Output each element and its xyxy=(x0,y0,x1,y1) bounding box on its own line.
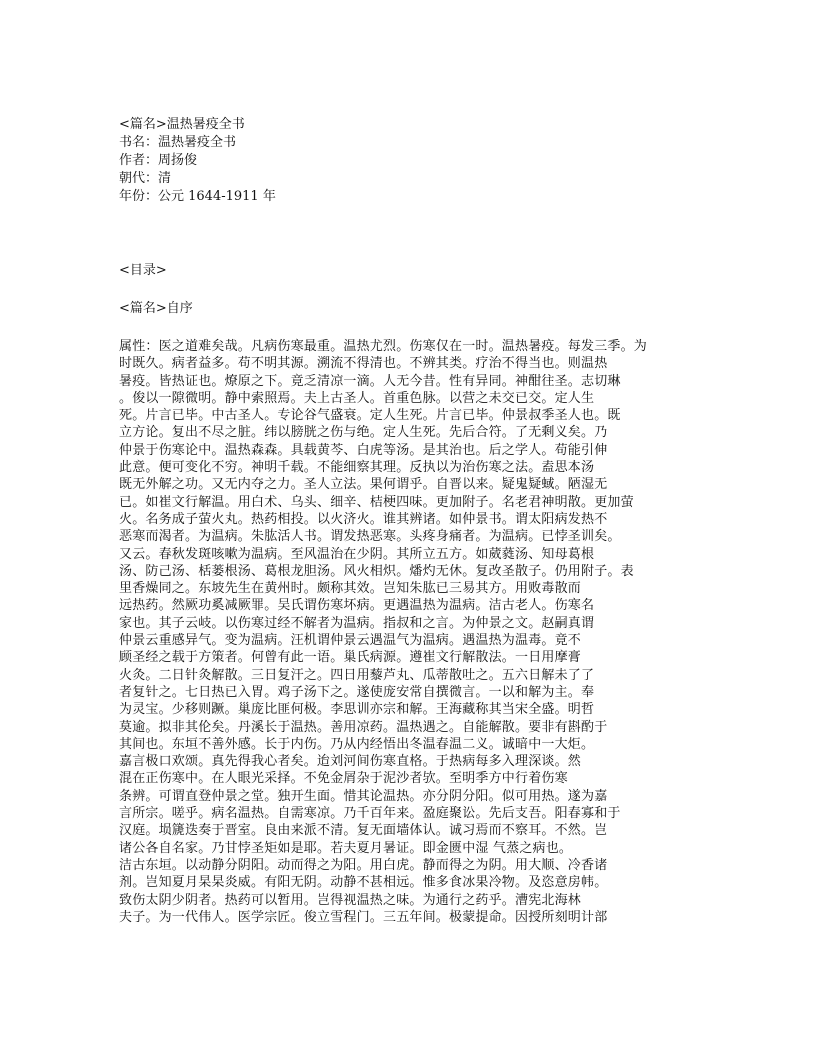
spacer xyxy=(119,318,689,338)
text-line: 火灸。二日针灸解散。三日复汗之。四日用藜芦丸、瓜蒂散吐之。五六日解未了了 xyxy=(119,667,595,683)
text-line: 诸公各自名家。乃甘悖圣矩如是耶。若夫夏月暑证。即金匮中湿 气蒸之病也。 xyxy=(119,840,573,856)
text-line: 夫子。为一代伟人。医学宗匠。俊立雪程门。三五年间。极蒙提命。因授所刻明计部 xyxy=(119,909,608,925)
spacer xyxy=(119,280,689,300)
text-line: 仲景云重感异气。变为温病。汪机谓仲景云遇温气为温病。遇温热为温毒。竟不 xyxy=(119,633,582,649)
text-line: 时既久。病者益多。苟不明其源。溯流不得清也。不辨其类。疗治不得当也。则温热 xyxy=(119,356,608,372)
text-line: 恶寒而渴者。为温病。朱肱活人书。谓发热恶寒。头疼身痛者。为温病。已悖圣训矣。 xyxy=(119,529,621,545)
text-line: 汉庭。埙篪迭奏于晋室。良由来派不清。复无面墙体认。诚习焉而不察耳。不然。岂 xyxy=(119,823,608,839)
text-line: 为灵宝。少移则蹶。巢庞比匪何极。李思训亦宗和解。王海藏称其当宋全盛。明哲 xyxy=(119,702,595,718)
years: 年份：公元 1644-1911 年 xyxy=(119,189,276,204)
book-name: 书名：温热暑疫全书 xyxy=(119,135,237,150)
text-line: 顾圣经之载于方策者。何曾有此一语。巢氏病源。遵崔文行解散法。一日用摩膏 xyxy=(119,650,582,666)
document-page xyxy=(119,116,689,926)
text-line: 立方论。复出不尽之脏。纬以膀胱之伤与绝。定人生死。先后合符。了无剩义矣。乃 xyxy=(119,425,608,441)
preface-body xyxy=(119,338,689,926)
text-line: 汤、防己汤、栝蒌根汤、葛根龙胆汤。风火相炽。燔灼无休。复改圣散子。仍用附子。表 xyxy=(119,563,634,579)
section-title: <篇名>自序 xyxy=(119,301,193,316)
text-line: 洁古东垣。以动静分阴阳。动而得之为阳。用白虎。静而得之为阴。用大顺、冷香诸 xyxy=(119,857,608,873)
text-line: 既无外解之功。又无内夺之力。圣人立法。果何谓乎。自晋以来。疑鬼疑蜮。陋湿无 xyxy=(119,477,608,493)
text-line: 已。如崔文行解温。用白术、乌头、细辛、桔梗四味。更加附子。名老君神明散。更加萤 xyxy=(119,494,634,510)
text-line: 又云。春秋发斑咳嗽为温病。至风温治在少阴。其所立五方。如葳蕤汤、知母葛根 xyxy=(119,546,595,562)
text-line: 属性：医之道难矣哉。凡病伤寒最重。温热尤烈。伤寒仅在一时。温热暑疫。每发三季。为 xyxy=(119,339,648,354)
text-line: 此意。便可变化不穷。神明千载。不能细察其理。反执以为治伤寒之法。盍思本汤 xyxy=(119,460,595,476)
text-line: 言所宗。嗟乎。病名温热。自需寒凉。乃千百年来。盈庭聚讼。先后支吾。阳春寡和于 xyxy=(119,806,621,822)
text-line: 死。片言已毕。中古圣人。专论谷气盛衰。定人生死。片言已毕。仲景叔季圣人也。既 xyxy=(119,408,621,424)
text-line: 其间也。东垣不善外感。长于内伤。乃从内经悟出冬温春温二义。诚暗中一大炬。 xyxy=(119,736,595,752)
author: 作者：周扬俊 xyxy=(119,153,198,168)
text-line: 仲景于伤寒论中。温热森森。具载黄芩、白虎等汤。是其治也。后之学人。苟能引伸 xyxy=(119,442,608,458)
text-line: 火。名务成子萤火丸。热药相投。以火济火。谁其辨诸。如仲景书。谓太阳病发热不 xyxy=(119,511,608,527)
text-line: 混在正伤寒中。在人眼光采择。不免金屑杂于泥沙者欤。至明季方中行着伤寒 xyxy=(119,771,568,787)
doc-title-line: <篇名>温热暑疫全书 xyxy=(119,117,245,132)
text-line: 。俊以一隙微明。静中索照焉。夫上古圣人。首重色脉。以营之未交已交。定人生 xyxy=(119,390,595,406)
dynasty: 朝代：清 xyxy=(119,171,172,186)
text-line: 暑疫。皆热证也。燎原之下。竟乏清凉一滴。人无今昔。性有异同。神酣往圣。志切琳 xyxy=(119,373,621,389)
text-line: 嘉言极口欢颂。真先得我心者矣。迨刘河间伤寒直格。于热病每多入理深谈。然 xyxy=(119,754,582,770)
text-line: 者复针之。七日热已入胃。鸡子汤下之。遂使庞安常自撰微言。一以和解为主。奉 xyxy=(119,684,595,700)
text-line: 里香燥同之。东坡先生在黄州时。颇称其效。岂知朱肱已三易其方。用败毒散而 xyxy=(119,581,582,597)
text-line: 莫逾。拟非其伦矣。丹溪长于温热。善用凉药。温热遇之。自能解散。要非有斟酌于 xyxy=(119,719,608,735)
text-line: 家也。其子云岐。以伤寒过经不解者为温病。指叔和之言。为仲景之文。赵嗣真谓 xyxy=(119,615,595,631)
toc-heading: <目录> xyxy=(119,263,167,278)
text-line: 条辨。可谓直登仲景之堂。独开生面。惜其论温热。亦分阴分阳。似可用热。遂为嘉 xyxy=(119,788,608,804)
spacer xyxy=(119,206,689,262)
text-line: 远热药。然厥功奚减厥罪。吴氏谓伤寒坏病。更遇温热为温病。洁古老人。伤寒名 xyxy=(119,598,595,614)
text-line: 致伤太阴少阴者。热药可以暂用。岂得视温热之味。为通行之药乎。漕宪北海林 xyxy=(119,892,582,908)
text-line: 剂。岂知夏月杲杲炎威。有阳无阴。动静不甚相远。惟多食冰果冷物。及恣意房帏。 xyxy=(119,875,608,891)
